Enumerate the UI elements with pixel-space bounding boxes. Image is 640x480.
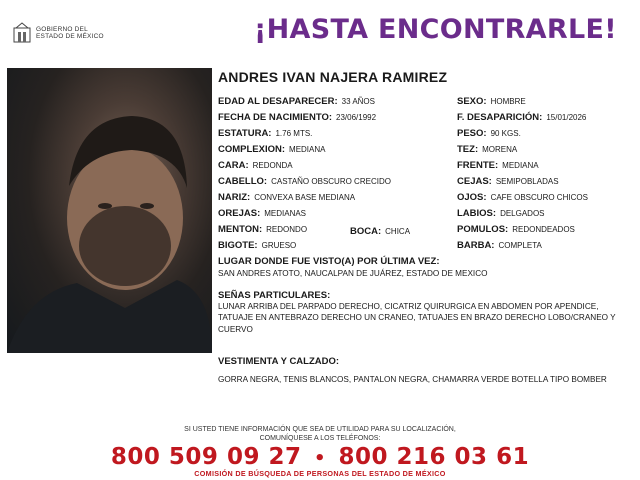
field-orejas: OREJAS: MEDIANAS <box>218 208 307 219</box>
government-logo <box>12 22 122 44</box>
field-tez: TEZ: MORENA <box>457 144 518 155</box>
field-bigote: BIGOTE: GRUESO <box>218 240 297 251</box>
field-cara: CARA: REDONDA <box>218 160 293 171</box>
field-frente: FRENTE: MEDIANA <box>457 160 539 171</box>
field-fecha-nacimiento: FECHA DE NACIMIENTO: 23/06/1992 <box>218 112 377 123</box>
field-barba: BARBA: COMPLETA <box>457 240 542 251</box>
field-nariz: NARIZ: CONVEXA BASE MEDIANA <box>218 192 356 203</box>
vestimenta-text: GORRA NEGRA, TENIS BLANCOS, PANTALON NEGRA, CHAMARRA VERDE BOTELLA TIPO BOMBER <box>218 375 607 384</box>
phone-1: 800 509 09 27 <box>110 444 302 470</box>
field-ojos: OJOS: CAFE OBSCURO CHICOS <box>457 192 588 203</box>
field-edad: EDAD AL DESAPARECER: 33 AÑOS <box>218 96 375 107</box>
field-boca: BOCA: CHICA <box>350 226 411 237</box>
senas-text: LUNAR ARRIBA DEL PARPADO DERECHO, CICATRIZ QUIRURGICA EN ABDOMEN POR APENDICE, TATUAJE EN ANTEBRAZO DERECHO UN CRANEO, TATUAJES EN BRAZO DERECHO LOBO/CRANEO Y CUERVO <box>218 302 616 334</box>
logo-line-1: GOBIERNO DEL <box>36 26 88 33</box>
field-f-desaparicion: F. DESAPARICIÓN: 15/01/2026 <box>457 112 587 123</box>
phone-2: 800 216 03 61 <box>338 444 530 470</box>
logo-line-2: ESTADO DE MÉXICO <box>36 33 104 40</box>
field-estatura: ESTATURA: 1.76 MTS. <box>218 128 313 139</box>
coat-of-arms-icon <box>12 22 32 44</box>
vestimenta-title: VESTIMENTA Y CALZADO: <box>218 356 340 367</box>
footer-note-line-1: SI USTED TIENE INFORMACIÓN QUE SEA DE UTILIDAD PARA SU LOCALIZACIÓN, <box>184 426 456 433</box>
field-labios: LABIOS: DELGADOS <box>457 208 545 219</box>
field-complexion: COMPLEXION: MEDIANA <box>218 144 326 155</box>
field-cabello: CABELLO: CASTAÑO OBSCURO CRECIDO <box>218 176 391 187</box>
field-cejas: CEJAS: SEMIPOBLADAS <box>457 176 559 187</box>
field-sexo: SEXO: HOMBRE <box>457 96 526 107</box>
headline: ¡HASTA ENCONTRARLE! <box>254 14 617 45</box>
person-photo <box>7 68 212 353</box>
last-seen-text: SAN ANDRES ATOTO, NAUCALPAN DE JUÁREZ, ESTADO DE MEXICO <box>218 269 488 278</box>
phone-numbers <box>0 444 640 470</box>
phone-separator: • <box>313 448 326 469</box>
field-menton: MENTON: REDONDO <box>218 224 308 235</box>
last-seen-title: LUGAR DONDE FUE VISTO(A) POR ÚLTIMA VEZ: <box>218 256 440 267</box>
field-peso: PESO: 90 KGS. <box>457 128 521 139</box>
footer-note-line-2: COMUNÍQUESE A LOS TELÉFONOS: <box>259 435 381 442</box>
senas-title: SEÑAS PARTICULARES: <box>218 290 331 301</box>
field-pomulos: POMULOS: REDONDEADOS <box>457 224 575 235</box>
person-name: ANDRES IVAN NAJERA RAMIREZ <box>218 69 448 85</box>
footer-organization: COMISIÓN DE BÚSQUEDA DE PERSONAS DEL ESTADO DE MÉXICO <box>194 469 446 478</box>
